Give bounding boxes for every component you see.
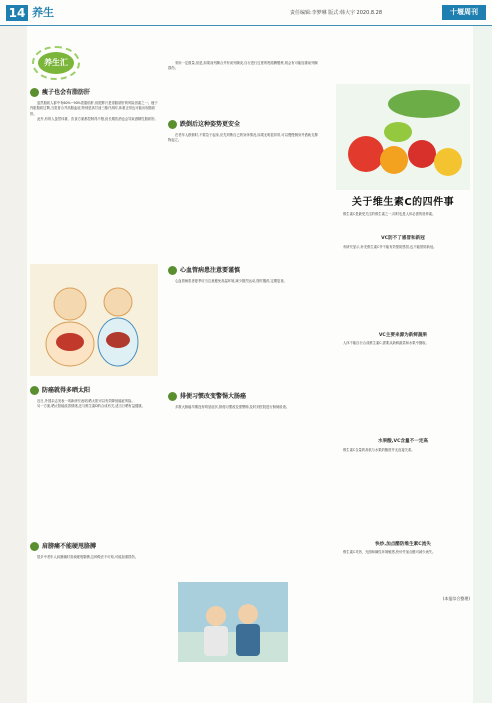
article-title: 肩膀痛不能硬甩胳膊 [30, 542, 158, 551]
leaf-icon [168, 266, 177, 275]
editor-meta: 责任编辑:李梦琳 版式:韩大宇 2020.8.28 [290, 10, 382, 16]
byline: (本报综合整理) [442, 596, 470, 602]
liver-illustration [30, 264, 158, 376]
section-body: 维生素C含量的高低与水果的酸度并无直接关系。 [343, 447, 415, 452]
subhead: 水果酸,VC含量不一定高 [377, 439, 429, 445]
leaf-icon [168, 120, 177, 129]
page-header [0, 0, 492, 26]
brand-logo: 十堰周刊 [442, 5, 486, 20]
article-title: 瘦子也会有脂肪肝 [30, 88, 158, 97]
article-body: 虽然脂肪人群中有60%~90%患脂肪肝,但肥胖只是得脂肪肝的风险因素之一。瘦子内脏脂肪过剩,当患者合并高脂血症,特别是高甘油三酯升高时,体重正常也可能出现脂肪肝。 此外,有的人虽然体重、饮食方面都控制得不错,但长期饮酒也会导致酒精性脂肪肝。 [30, 101, 158, 122]
subhead: VC防不了感冒和新冠 [381, 236, 425, 242]
article-body: 近日,外国杂志发表一项新研究表明,晒太阳可以有效降低癌症风险。 另一方面,晒太阳能改善情绪,还与维生素D的合成有关,适当日晒有益健康。 [37, 399, 145, 409]
leaf-icon [30, 386, 39, 395]
column-1b [30, 382, 158, 674]
article-title: 跌倒后这种姿势更安全 [168, 120, 318, 129]
intro-body: 维生素C是最受关注的维生素之一,同时也是人体必需的营养素。 [343, 212, 436, 217]
article-title: 防癌就得多晒太阳 [30, 386, 158, 395]
section-body: 维生素C对热、光照和碱性环境敏感,快炒并加点醋可减少流失。 [343, 550, 436, 555]
leaf-icon [30, 542, 39, 551]
article-title: 排便习惯改变警惕大肠癌 [168, 392, 318, 401]
left-margin [0, 26, 27, 703]
column-3 [336, 196, 470, 601]
leaf-icon [30, 88, 39, 97]
fruits-vegetables-photo [336, 84, 470, 190]
section-body: 人体不能自行合成维生素C,需要从新鲜蔬菜和水果中摄取。 [343, 341, 429, 346]
section-badge: 养生汇 [38, 52, 74, 74]
subhead: 快炒,加点醋防维生素C流失 [375, 541, 431, 547]
right-margin [473, 26, 492, 703]
subhead: VC主要来源为新鲜蔬果 [378, 332, 428, 338]
column-2 [168, 60, 318, 494]
article-body: 很多中老年人肩膀痛时喜欢硬甩胳膊,这种做法不可取,可能加重损伤。 [37, 555, 139, 559]
article-body: 多数大肠癌早期没有明显症状,排便习惯改变需警惕,及时到医院进行肠镜检查。 [175, 405, 290, 409]
leaf-icon [168, 392, 177, 401]
article-body: 采用一定数量,但是,如果前列腺合并有前列腺炎,自行进行过度的甩胳膊锻炼,则会有可能加重前列腺损伤。 [168, 61, 318, 71]
article-body: 心血管病患者夏季应当注意避免高温环境,减少剧烈运动,按时服药,定期复查。 [175, 279, 287, 283]
feature-title: 关于维生素C的四件事 [351, 197, 455, 208]
column-1 [30, 84, 158, 260]
article-title: 心血管病患注意要谨慎 [168, 266, 318, 275]
article-body: 在老年人跌倒时,不要急于起身,应先判断自己的身体情况,如果无明显异常,可以慢慢侧身并借助支撑物起立。 [168, 133, 318, 143]
section-name: 养生 [32, 6, 54, 19]
section-body: 有研究显示,补充维生素C并不能有效预防感冒,也不能预防新冠。 [343, 244, 437, 249]
elderly-couple-photo [178, 582, 288, 662]
page-number: 14 [6, 5, 28, 21]
